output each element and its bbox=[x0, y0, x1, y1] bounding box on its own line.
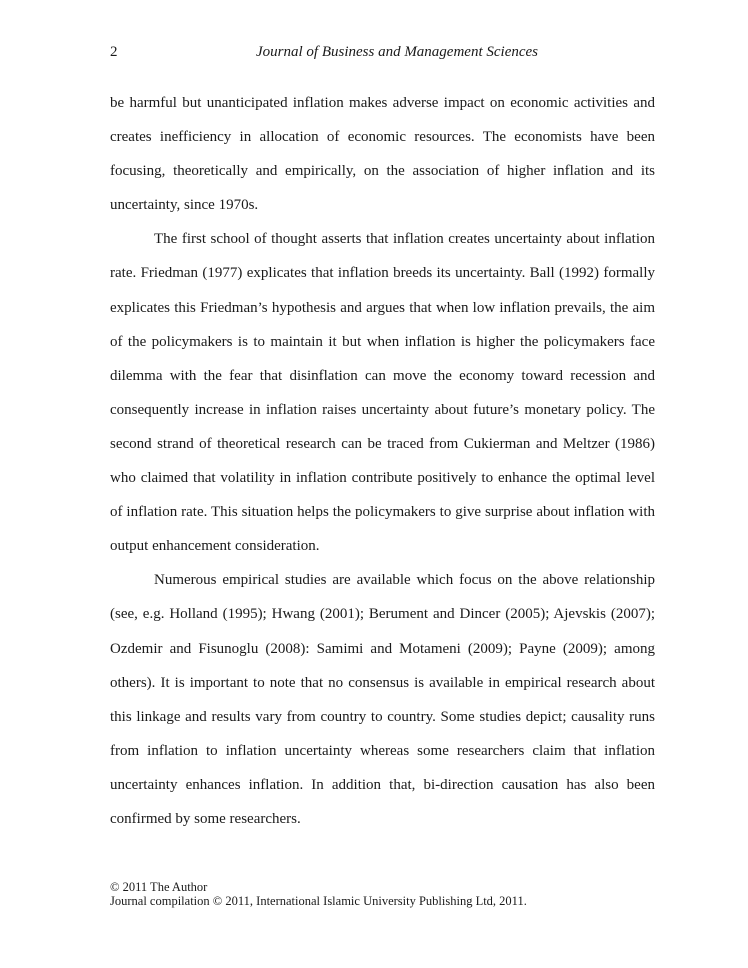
paragraph-theory: The first school of thought asserts that inflation creates uncertainty about inflation rate. Friedman (1977) explicates that inflation breeds its uncertainty. Ball (1992) formally explicates this Friedman’s hypothesis and argues that when low inflation prevails, the aim of the policymakers is to maintain it but when inflation is higher the policymakers face dilemma with the fear that disinflation can move the economy toward recession and consequently increase in inflation raises uncertainty about future’s monetary policy. The second strand of theoretical research can be traced from Cukierman and Meltzer (1986) who claimed that volatility in inflation contribute positively to enhance the optimal level of inflation rate. This situation helps the policymakers to give surprise about inflation with output enhancement consideration. bbox=[110, 231, 655, 555]
footer-copyright: © 2011 The Author bbox=[110, 880, 208, 894]
paragraph-continued: be harmful but unanticipated inflation makes adverse impact on economic activities and creates inefficiency in allocation of economic resources. The economists have been focusing, theoretically and empirically, on the association of higher inflation and its uncertainty, since 1970s. bbox=[110, 95, 655, 214]
page-number: 2 bbox=[110, 44, 118, 60]
page-footer bbox=[110, 880, 527, 908]
body-text bbox=[110, 86, 655, 836]
footer-compilation: Journal compilation © 2011, International Islamic University Publishing Ltd, 2011. bbox=[110, 894, 527, 908]
paragraph-empirical: Numerous empirical studies are available which focus on the above relationship (see, e.g. Holland (1995); Hwang (2001); Berument and Dincer (2005); Ajevskis (2007); Ozdemir and Fisunoglu (2008): Samimi and Motameni (2009); Payne (2009); among others). It is important to note that no consensus is available in empirical research about this linkage and results vary from country to country. Some studies depict; causality runs from inflation to inflation uncertainty whereas some researchers claim that inflation uncertainty enhances inflation. In addition that, bi-direction causation has also been confirmed by some researchers. bbox=[110, 572, 655, 827]
running-header bbox=[110, 44, 654, 66]
journal-title: Journal of Business and Management Sciences bbox=[255, 44, 539, 60]
